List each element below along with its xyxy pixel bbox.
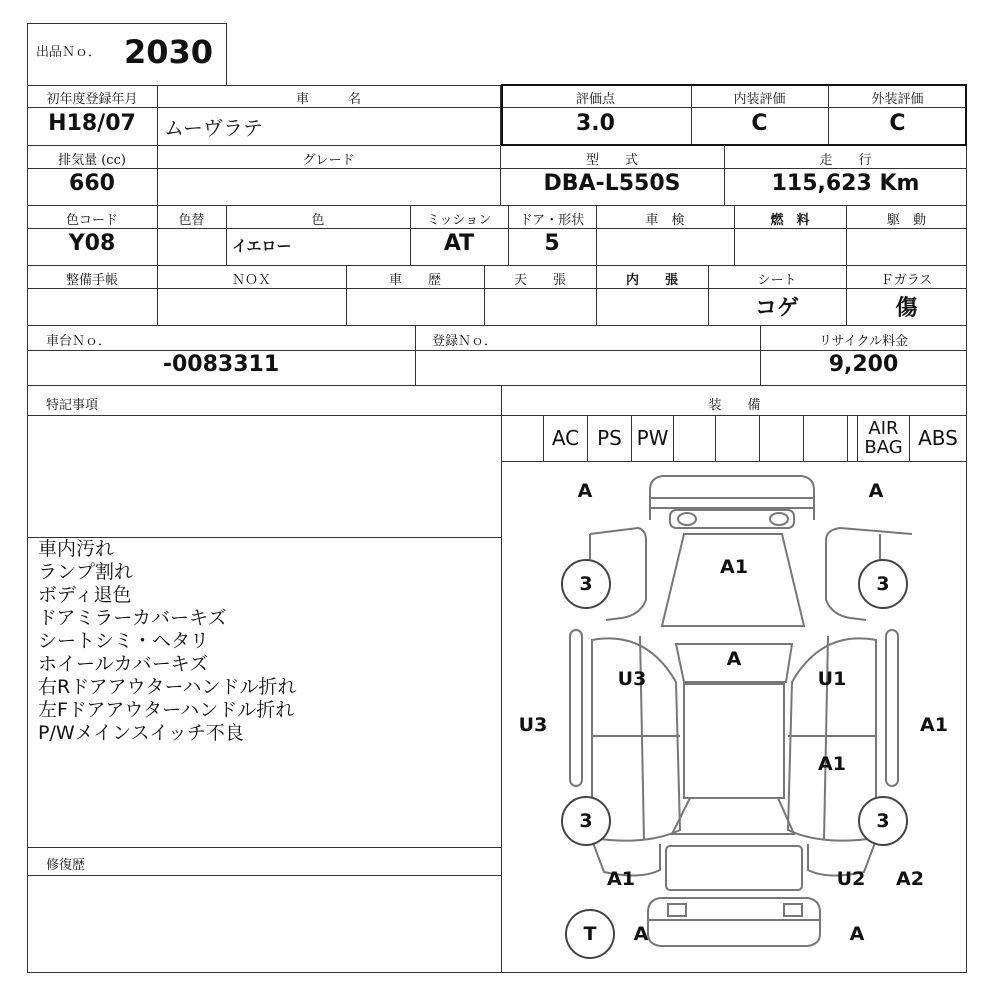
equipment-item: PS xyxy=(588,415,632,461)
chassis-label: 車台Ｎｏ． xyxy=(46,334,112,349)
damage-mark: A1 xyxy=(818,753,846,775)
equipment-item: ABS xyxy=(910,415,967,461)
lot-box xyxy=(27,23,227,85)
remark-item: P/Wメインスイッチ不良 xyxy=(38,722,244,744)
recycle-label: リサイクル料金 xyxy=(818,334,909,349)
remark-item: シートシミ・ヘタリ xyxy=(38,630,210,652)
score-label: 評価点 xyxy=(575,92,615,107)
equipment-item xyxy=(848,415,858,461)
model-value: DBA-L550S xyxy=(543,171,681,196)
year-value: H18/07 xyxy=(48,111,136,136)
maint-label: 整備手帳 xyxy=(65,273,118,288)
remark-item: ランプ割れ xyxy=(38,561,134,583)
colorchange-label: 色替 xyxy=(178,213,205,228)
damage-mark: A xyxy=(726,648,742,670)
interior-label: 内装評価 xyxy=(733,92,786,107)
rear-bumper-outline xyxy=(648,898,820,946)
remark-item: 右Rドアアウターハンドル折れ xyxy=(38,676,297,698)
damage-mark: U2 xyxy=(836,868,866,890)
equipment-item: AC xyxy=(544,415,588,461)
seat-value: コゲ xyxy=(754,296,799,321)
equipment-row xyxy=(502,415,967,461)
displacement-value: 660 xyxy=(69,171,115,196)
mileage-label: 走 行 xyxy=(819,153,872,168)
colorcode-label: 色コード xyxy=(65,213,118,228)
grade-label: グレード xyxy=(302,153,355,168)
exterior-value: C xyxy=(889,111,906,136)
remarks-list xyxy=(38,538,297,745)
damage-mark: A xyxy=(633,923,649,945)
wheel-circle: 3 xyxy=(561,796,611,846)
equipment-item xyxy=(502,415,544,461)
damage-mark: A1 xyxy=(920,714,948,736)
inner-label: 内 張 xyxy=(625,273,678,288)
equipment-item xyxy=(804,415,848,461)
damage-mark: A xyxy=(577,480,593,502)
roof-outline xyxy=(684,684,784,798)
door-label: ドア・形状 xyxy=(519,213,585,228)
colorcode-value: Y08 xyxy=(68,231,116,256)
model-label: 型 式 xyxy=(585,153,638,168)
equipment-item: AIR BAG xyxy=(858,415,910,461)
seat-label: シート xyxy=(757,273,797,288)
car-name-label: 車 名 xyxy=(295,92,361,107)
damage-mark: A1 xyxy=(607,868,635,890)
damage-mark: U1 xyxy=(817,668,847,690)
score-value: 3.0 xyxy=(576,111,615,136)
mileage-value: 115,623 Km xyxy=(771,171,920,196)
notes-label: 特記事項 xyxy=(46,398,99,413)
remark-item: 左Fドアアウターハンドル折れ xyxy=(38,699,295,721)
damage-mark: A xyxy=(849,923,865,945)
remark-item: ボディ退色 xyxy=(38,584,132,606)
remark-item: ホイールカバーキズ xyxy=(38,653,209,675)
damage-mark: A xyxy=(868,480,884,502)
history-label: 車 歴 xyxy=(388,273,441,288)
displacement-label: 排気量 (cc) xyxy=(58,153,126,168)
hood-outline xyxy=(662,534,804,626)
mission-value: AT xyxy=(443,231,475,256)
car-name-value: ムーヴラテ xyxy=(164,116,263,140)
interior-value: C xyxy=(751,111,768,136)
remark-item: 車内汚れ xyxy=(38,538,115,560)
drive-label: 駆 動 xyxy=(886,213,926,228)
equipment-item xyxy=(760,415,804,461)
damage-mark: A2 xyxy=(896,868,924,890)
equipment-label: 装 備 xyxy=(708,398,761,413)
mission-label: ミッション xyxy=(426,213,492,228)
inspection-label: 車 検 xyxy=(645,213,685,228)
year-label: 初年度登録年月 xyxy=(46,92,138,107)
fuel-label: 燃 料 xyxy=(770,213,810,228)
damage-mark: U3 xyxy=(518,714,548,736)
damage-mark: A1 xyxy=(720,556,748,578)
remark-item: ドアミラーカバーキズ xyxy=(38,607,227,629)
recycle-value: 9,200 xyxy=(828,352,899,377)
ceiling-label: 天 張 xyxy=(513,273,566,288)
glass-value: 傷 xyxy=(895,296,918,321)
glass-label: Ｆガラス xyxy=(880,273,933,288)
wheel-circle: 3 xyxy=(858,559,908,609)
exterior-label: 外装評価 xyxy=(871,92,924,107)
equipment-item: PW xyxy=(632,415,674,461)
chassis-value: -0083311 xyxy=(162,352,280,377)
color-label: 色 xyxy=(311,213,325,228)
door-value: 5 xyxy=(544,231,560,256)
lot-number: 2030 xyxy=(124,33,214,71)
repair-label: 修復歴 xyxy=(46,858,86,873)
wheel-circle: 3 xyxy=(561,559,611,609)
lot-label: 出品Ｎｏ． xyxy=(36,45,102,60)
wheel-circle: 3 xyxy=(858,796,908,846)
damage-mark: U3 xyxy=(617,668,647,690)
tire-circle: T xyxy=(565,909,615,959)
equipment-item xyxy=(716,415,760,461)
reg-label: 登録Ｎｏ． xyxy=(432,334,498,349)
nox-label: ＮＯＸ xyxy=(231,273,271,288)
color-value: イエロー xyxy=(232,237,292,255)
equipment-item xyxy=(674,415,716,461)
car-diagram xyxy=(502,462,967,973)
